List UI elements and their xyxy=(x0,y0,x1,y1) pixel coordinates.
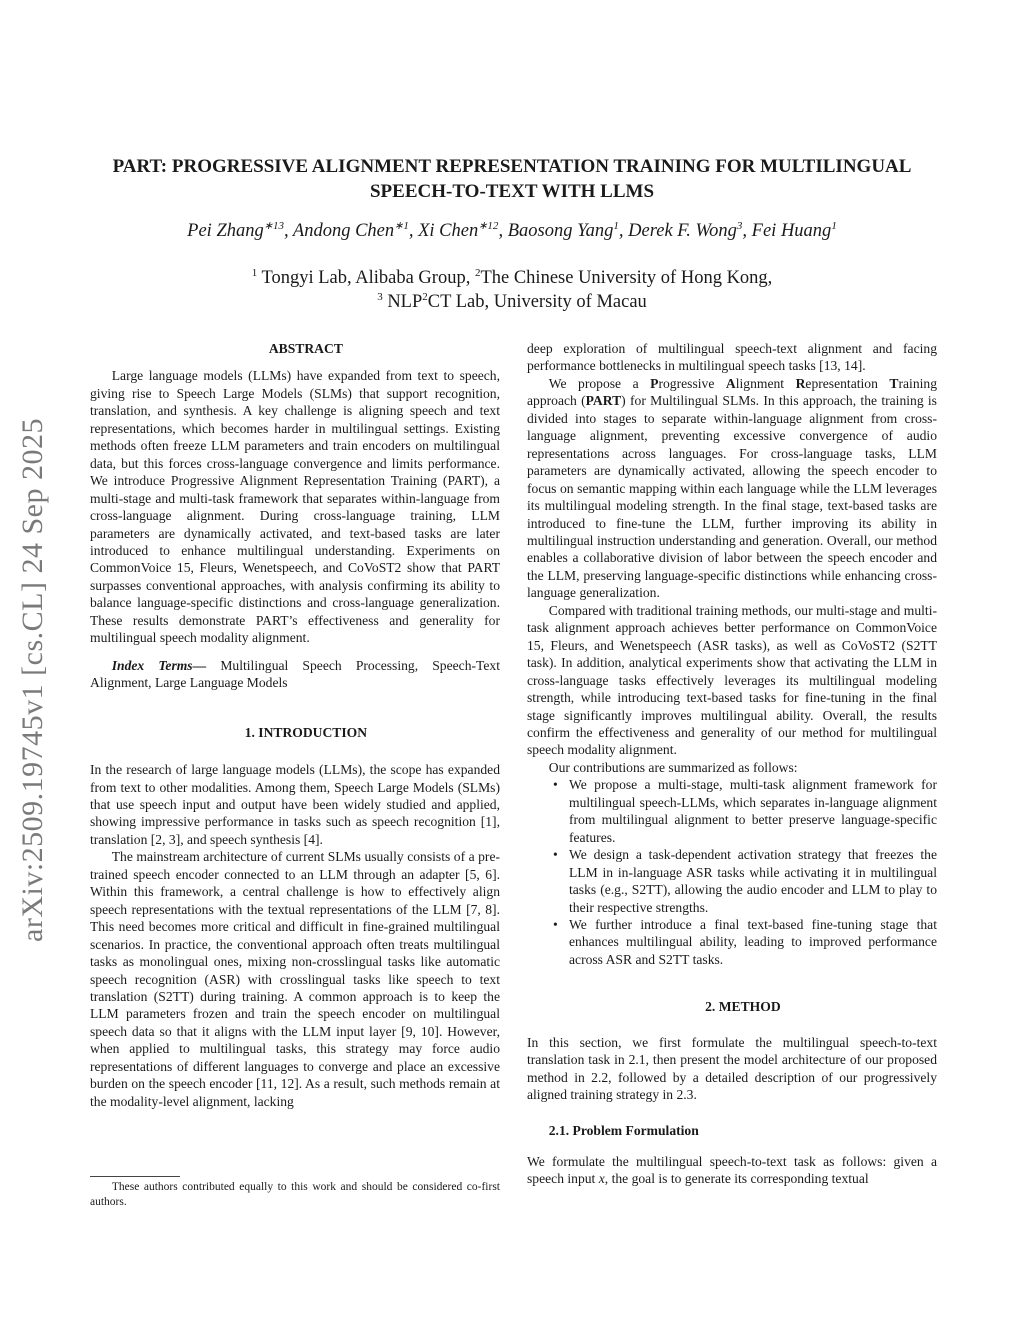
intro-paragraph-1: In the research of large language models (LLMs), the scope has expanded from text to other modalities. Among them, Speech Large Models (SLMs) that use speech input and output have been widely studied and applied, showing impressive performance in tasks such as speech recognition [1], translation [2, 3], and speech synthesis [4]. xyxy=(90,762,500,847)
contributions-list xyxy=(527,776,937,968)
right-column xyxy=(527,340,937,1188)
author: Fei Huang$^1$ xyxy=(751,219,837,241)
author: Andong Chen$^{∗1}$, xyxy=(292,219,419,241)
left-column xyxy=(90,340,500,1110)
arxiv-identifier-text: arXiv:2509.19745v1 [cs.CL] 24 Sep 2025 xyxy=(16,418,49,942)
subsection-heading: 2.1. Problem Formulation xyxy=(548,1122,699,1138)
arxiv-identifier xyxy=(8,370,58,990)
index-terms xyxy=(90,657,500,692)
continued-paragraph: deep exploration of multilingual speech-text alignment and facing performance bottlenecks in multilingual speech tasks [13, 14]. xyxy=(527,341,937,374)
abstract-text: Large language models (LLMs) have expanded from text to speech, giving rise to Speech Large Models (SLMs) that support recognition, translation, and synthesis. A key challenge is aligning speech and text representations, which becomes harder in multilingual settings. Existing methods often freeze LLM parameters and train encoders on multilingual data, but this forces cross-language convergence and limits performance. We introduce Progressive Alignment Representation Training (PART), a multi-stage and multi-task framework that separates within-language from cross-language alignment. During cross-language training, LLM parameters are dynamically activated, and text-based tasks are later introduced to enhance multilingual understanding. Experiments on CommonVoice 15, Fleurs, Wenetspeech, and CoVoST2 show that PART surpasses conventional approaches, with analysis confirming its ability to balance language-specific distinctions and cross-language generalization. These results demonstrate PART’s effectiveness and generality for multilingual speech modality alignment. xyxy=(90,368,500,646)
footnote-rule xyxy=(90,1176,180,1177)
author: Derek F. Wong$^3$, xyxy=(628,219,752,241)
author: Pei Zhang$^{∗13}$, xyxy=(187,219,293,241)
author: Xi Chen$^{∗12}$, xyxy=(418,219,508,241)
abstract-heading: ABSTRACT xyxy=(268,341,343,356)
method-heading: 2. METHOD xyxy=(705,999,781,1015)
contributions-intro: Our contributions are summarized as follows: xyxy=(548,759,798,775)
formulation-paragraph: We formulate the multilingual speech-to-text task as follows: given a speech input x, the goal is to generate its corresponding textual xyxy=(527,1154,937,1187)
comparison-paragraph: Compared with traditional training methods, our multi-stage and multi-task alignment approach achieves better performance on CommonVoice 15, Fleurs, and Wenetspeech (ASR tasks), as well as CoVoST2 (S2TT task). In addition, analytical experiments show that activating the LLM in cross-language tasks effectively leverages its multilingual modeling strength, while introducing text-based tasks for fine-tuning in the final stage significantly improves multilingual ability. Overall, the results confirm the effectiveness and generality of our method for multilingual speech modality alignment. xyxy=(527,602,937,758)
affiliation-line-2: $^3$ NLP$^2$CT Lab, University of Macau xyxy=(377,290,647,312)
title-line-1: PART: PROGRESSIVE ALIGNMENT REPRESENTATION TRAINING FOR MULTILINGUAL xyxy=(112,156,912,177)
affiliations xyxy=(80,266,944,314)
intro-paragraph-2: The mainstream architecture of current SLMs usually consists of a pre-trained speech encoder connected to an LLM through an adapter [5, 6]. Within this framework, a central challenge is how to effectively align speech representations with the textual representations of the LLM [7, 8]. This need becomes more critical and difficult in fine-grained multilingual scenarios. In practice, the conventional approach often treats multilingual tasks as monolingual ones, mixing non-crosslingual tasks like automatic speech recognition (ASR) with crosslingual tasks like speech to text translation (S2TT) during training. A common approach is to keep the LLM parameters frozen and train the speech encoder on multilingual speech data so that it aligns with the LLM input layer [9, 10]. However, when applied to multilingual tasks, this strategy may force audio representations of different languages to converge and place an excessive burden on the speech encoder [11, 12]. As a result, such methods remain at the modality-level alignment, lacking xyxy=(90,849,500,1109)
title-line-2: SPEECH-TO-TEXT WITH LLMS xyxy=(369,181,655,202)
footnote: These authors contributed equally to this work and should be considered co-first authors. xyxy=(90,1181,500,1208)
index-terms-text: Multilingual Speech Processing, Speech-Text Alignment, Large Language Models xyxy=(90,657,500,691)
contribution-item: • We design a task-dependent activation strategy that freezes the LLM in in-language ASR tasks while activating it in multilingual tasks (e.g., S2TT), allowing the audio encoder and LLM to play to their respective strengths. xyxy=(569,846,937,916)
contribution-item: • We further introduce a final text-based fine-tuning stage that enhances multilingual ability, leading to improved performance across ASR and S2TT tasks. xyxy=(569,916,937,968)
contribution-item: • We propose a multi-stage, multi-task alignment framework for multilingual speech-LLMs, which separates in-language alignment from multilingual alignment to better preserve language-specific features. xyxy=(569,776,937,846)
author: Baosong Yang$^1$, xyxy=(507,219,629,241)
introduction-heading: 1. INTRODUCTION xyxy=(244,724,368,740)
author-list xyxy=(80,221,944,242)
method-paragraph: In this section, we first formulate the multilingual speech-to-text translation task in 2.1, then present the model architecture of our proposed method in 2.2, followed by a detailed description of our progressively aligned training strategy in 2.3. xyxy=(527,1034,937,1103)
index-terms-label: Index Terms— xyxy=(111,657,207,673)
affiliation-line-1: $^1$ Tongyi Lab, Alibaba Group, $^2$The Chinese University of Hong Kong, xyxy=(251,266,773,288)
paper-title xyxy=(80,154,944,204)
proposal-paragraph: We propose a Progressive Alignment Representation Training approach (PART) for Multilingual SLMs. In this approach, the training is divided into stages to separate within-language alignment from cross-language alignment, preventing excessive convergence of audio representations across languages. For cross-language tasks, LLM parameters are dynamically activated, allowing the speech encoder to focus on semantic mapping within each language while the LLM leverages its multilingual modeling strength. In the final stage, text-based tasks are introduced to fine-tune the LLM, further improving its ability in multilingual instruction understanding and generation. Overall, our method enables a collaborative division of labor between the speech encoder and the LLM, preserving language-specific distinctions while enhancing cross-language generalization. xyxy=(527,375,937,601)
